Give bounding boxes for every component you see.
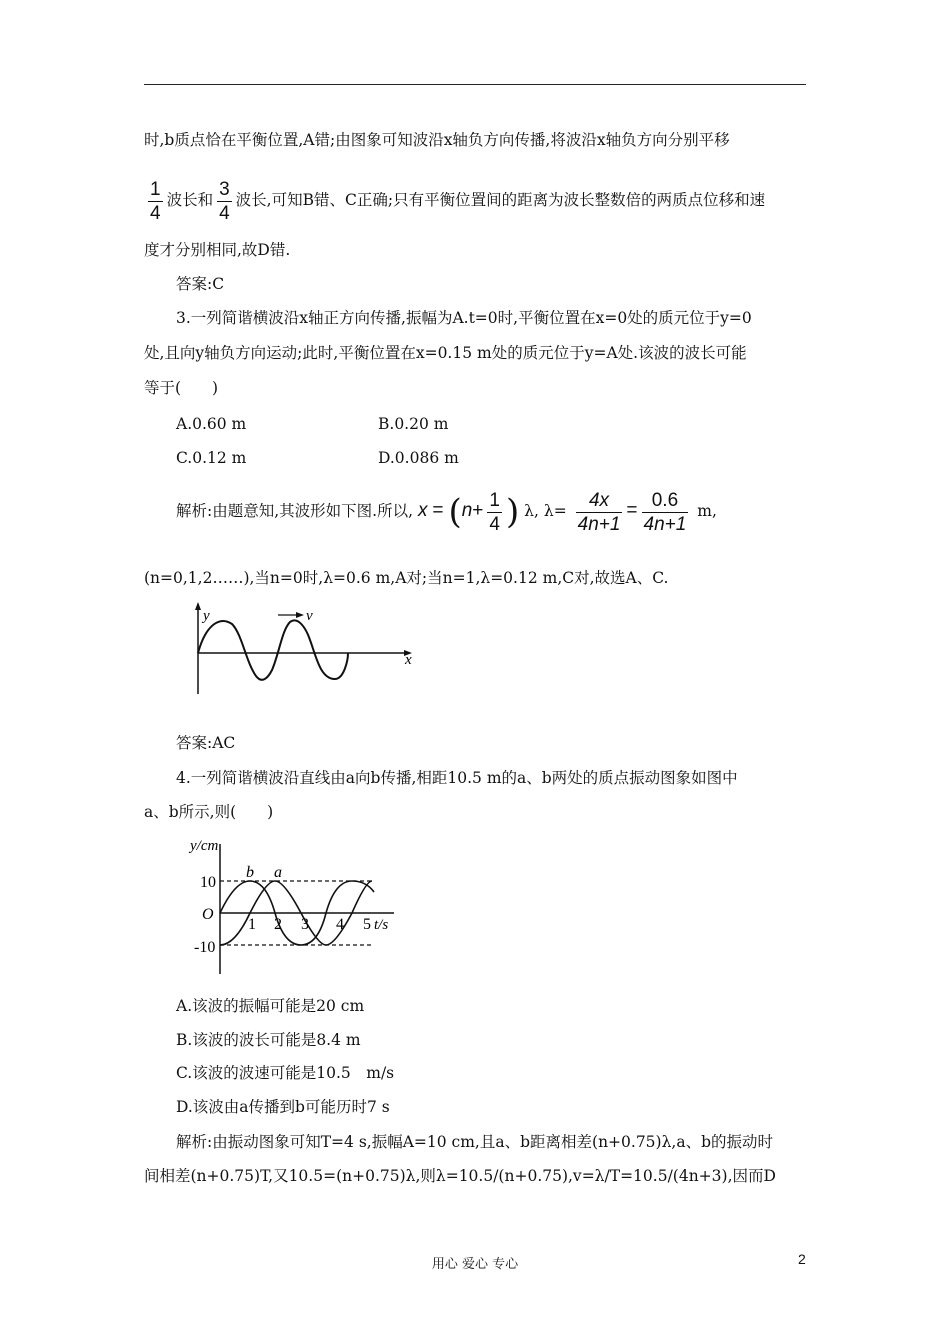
question-3-line: 3.一列简谐横波沿x轴正方向传播,振幅为A.t=0时,平衡位置在x=0处的质元位于y=0 xyxy=(176,309,752,327)
solution-3-line: (n=0,1,2……),当n=0时,λ=0.6 m,A对;当n=1,λ=0.12 m,C对,故选A、C. xyxy=(144,569,669,587)
y-tick-minus-10: -10 xyxy=(194,939,216,956)
waveform-figure xyxy=(186,600,426,700)
fraction-one-quarter: $\frac{1}{4}$ xyxy=(150,178,161,224)
curve-b-label: b xyxy=(246,864,254,881)
option-b: B.0.20 m xyxy=(378,415,449,433)
option-b: B.该波的波长可能是8.4 m xyxy=(176,1031,361,1049)
vibration-graph-figure xyxy=(180,832,410,982)
velocity-arrowhead xyxy=(296,612,304,618)
x-axis-label: t/s xyxy=(374,917,389,933)
y-axis-label: y xyxy=(203,608,210,624)
option-c: C.该波的波速可能是10.5 m/s xyxy=(176,1064,395,1082)
fraction-06-over-4n1: $\frac{0.6}{4n+1}$ xyxy=(643,489,687,535)
fraction-three-quarters: $\frac{3}{4}$ xyxy=(219,178,230,224)
origin-label: O xyxy=(202,906,214,923)
option-c: C.0.12 m xyxy=(176,449,247,467)
x-tick-1: 1 xyxy=(248,916,256,933)
y-axis-label: y/cm xyxy=(190,838,219,854)
fraction-4x-over-4n1: $\frac{4x}{4n+1}$ xyxy=(577,489,621,535)
fraction-one-quarter: $\frac{1}{4}$ xyxy=(489,489,500,535)
header-rule xyxy=(144,84,806,85)
paragraph-line-with-fractions: $\frac{1}{4}$ 波长和 $\frac{3}{4}$ 波长,可知B错、C正确;只有平衡位置间的距离为波长整数倍的两质点位移和速 xyxy=(150,178,766,224)
x-tick-5: 5 xyxy=(363,916,371,933)
answer-q2: 答案:C xyxy=(176,275,225,293)
x-tick-3: 3 xyxy=(301,916,309,933)
footer-text: 用心 爱心 专心 xyxy=(431,1257,519,1272)
velocity-label: v xyxy=(306,608,313,624)
y-arrowhead xyxy=(195,602,201,610)
solution-4-line: 解析:由振动图象可知T=4 s,振幅A=10 cm,且a、b距离相差(n+0.75)λ,a、b的振动时 xyxy=(176,1133,774,1151)
page-number: 2 xyxy=(798,1251,806,1267)
paragraph-line: 时,b质点恰在平衡位置,A错;由图象可知波沿x轴负方向传播,将波沿x轴负方向分别平移 xyxy=(144,131,730,149)
question-4-line: a、b所示,则( ) xyxy=(144,803,274,821)
y-tick-10: 10 xyxy=(200,874,216,891)
question-3-line: 等于( ) xyxy=(144,379,219,397)
x-tick-4: 4 xyxy=(336,916,344,933)
question-4-line: 4.一列简谐横波沿直线由a向b传播,相距10.5 m的a、b两处的质点振动图象如图中 xyxy=(176,769,738,787)
solution-3-formula: 解析:由题意知,其波形如下图.所以, x = (n+ $\frac{1}{4}$ ) λ, λ= $\frac{4x}{4n+1}$ = $\frac{0.6}{4n+1}$ m, xyxy=(176,489,717,535)
curve-a-label: a xyxy=(274,864,282,881)
x-axis-label: x xyxy=(405,652,412,668)
solution-4-line: 间相差(n+0.75)T,又10.5=(n+0.75)λ,则λ=10.5/(n+0.75),v=λ/T=10.5/(4n+3),因而D xyxy=(144,1167,776,1185)
option-a: A.该波的振幅可能是20 cm xyxy=(176,997,365,1015)
answer-q3: 答案:AC xyxy=(176,734,236,752)
paragraph-line: 度才分别相同,故D错. xyxy=(144,241,291,259)
option-d: D.0.086 m xyxy=(378,449,459,467)
x-tick-2: 2 xyxy=(274,916,282,933)
option-d: D.该波由a传播到b可能历时7 s xyxy=(176,1098,390,1116)
question-3-line: 处,且向y轴负方向运动;此时,平衡位置在x=0.15 m处的质元位于y=A处.该波的波长可能 xyxy=(144,344,747,362)
option-a: A.0.60 m xyxy=(176,415,247,433)
